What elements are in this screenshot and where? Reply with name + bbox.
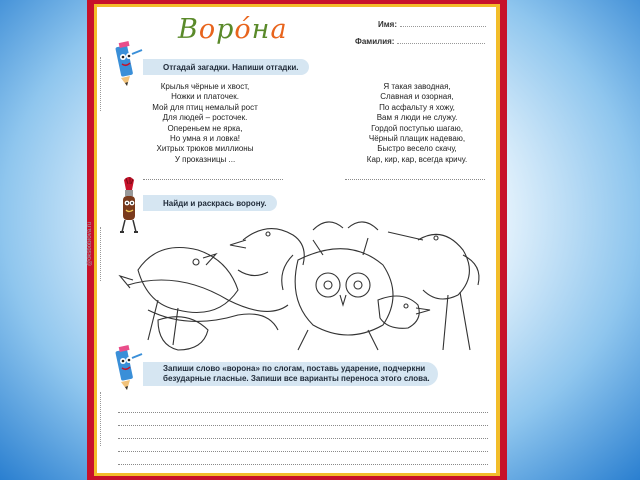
riddle-line: Быстро весело скачу, xyxy=(377,144,457,154)
riddle-line: Крылья чёрные и хвост, xyxy=(160,82,250,91)
task3-instruction-badge xyxy=(143,362,438,386)
task1-instruction-badge xyxy=(143,59,309,75)
task2-instruction: Найди и раскрась ворону. xyxy=(163,198,267,208)
riddle-line: Чёрный плащик надеваю, xyxy=(368,134,466,144)
task3-instruction-line2: безударные гласные. Запиши все варианты переноса этого слова. xyxy=(163,374,430,383)
riddle-line: Для людей – росточек. xyxy=(162,113,248,123)
riddle-line: Ножки и платочек. xyxy=(171,92,239,102)
riddle-line: Гордой поступью шагаю, xyxy=(371,123,463,133)
task3-instruction-line1: Запиши слово «ворона» по слогам, поставь ударение, подчеркни xyxy=(163,364,426,373)
riddle-line: Вам я люди не служу. xyxy=(376,113,458,123)
riddle-line: Но умна я и ловка! xyxy=(170,134,240,144)
surname-line[interactable] xyxy=(397,43,485,44)
riddle-line: Хитрых трюков миллионы xyxy=(156,144,254,154)
writing-line[interactable] xyxy=(118,425,488,426)
author-credit: @oksbobrova.ru xyxy=(87,221,93,266)
riddle-line: Опереньем не ярка, xyxy=(167,123,243,133)
pencil-mascot-icon xyxy=(108,40,148,88)
writing-line[interactable] xyxy=(118,438,488,439)
riddle-right xyxy=(352,82,482,165)
task1-instruction: Отгадай загадки. Напиши отгадки. xyxy=(163,62,299,72)
pencil-mascot-icon xyxy=(108,344,148,392)
page-title xyxy=(178,14,288,45)
riddle-line: Мой для птиц немалый рост xyxy=(152,102,258,112)
answer-line-left[interactable] xyxy=(143,179,283,180)
riddle-line: Кар, кир, кар, всегда кричу. xyxy=(366,154,468,164)
side-mark xyxy=(100,392,102,446)
task2-instruction-badge xyxy=(143,195,277,211)
side-mark xyxy=(100,227,102,281)
title-letter: В xyxy=(178,14,199,45)
riddle-line: Славная и озорная, xyxy=(380,92,454,102)
title-letter: о xyxy=(198,14,217,45)
surname-field[interactable] xyxy=(355,37,485,46)
surname-label: Фамилия: xyxy=(355,37,395,46)
riddle-left xyxy=(140,82,270,165)
riddle-line: У проказницы ... xyxy=(174,154,236,164)
hidden-birds-drawing[interactable] xyxy=(118,210,498,360)
riddle-line: Я такая заводная, xyxy=(383,82,451,91)
writing-line[interactable] xyxy=(118,451,488,452)
title-letter: а xyxy=(270,14,288,45)
name-field[interactable] xyxy=(378,20,486,29)
name-label: Имя: xyxy=(378,20,397,29)
side-mark xyxy=(100,57,102,111)
title-letter-stressed: о́ xyxy=(234,14,252,45)
riddle-line: По асфальту я хожу, xyxy=(379,102,455,112)
name-line[interactable] xyxy=(400,26,486,27)
title-letter: н xyxy=(251,14,271,45)
writing-line[interactable] xyxy=(118,412,488,413)
writing-line[interactable] xyxy=(118,464,488,465)
answer-line-right[interactable] xyxy=(345,179,485,180)
title-letter: р xyxy=(216,14,235,45)
